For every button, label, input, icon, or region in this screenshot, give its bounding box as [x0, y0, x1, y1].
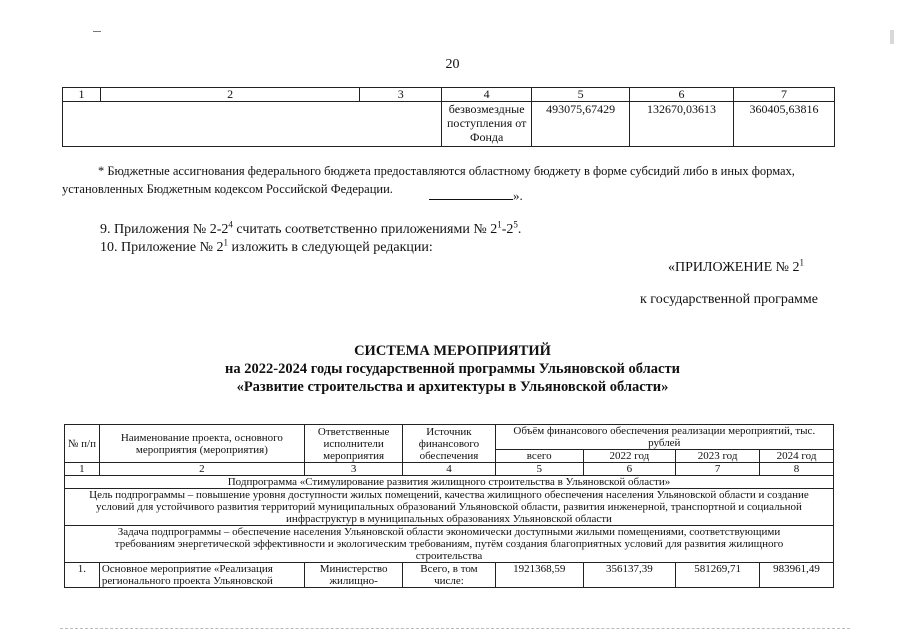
item-10-text: 10. Приложение № 2: [100, 240, 224, 255]
measure-source: Всего, в том числе:: [403, 563, 495, 588]
scan-artifact-line: [60, 628, 850, 631]
header-2024: 2024 год: [760, 450, 834, 463]
value-cell: 132670,03613: [630, 102, 734, 147]
col-num: 3: [360, 88, 442, 102]
col-num: 6: [583, 463, 675, 476]
superscript: 1: [223, 237, 228, 248]
column-number-row: [65, 463, 834, 476]
superscript: 5: [513, 219, 518, 230]
table-header-row: [65, 425, 834, 450]
value-total: 1921368,59: [495, 563, 583, 588]
budget-table-fragment: [62, 87, 835, 147]
col-num: 3: [304, 463, 402, 476]
superscript: 1: [497, 219, 502, 230]
title-line-2: на 2022-2024 годы государственной программы Ульяновской области: [225, 361, 680, 377]
item-9-end: .: [517, 222, 522, 237]
col-num: 4: [442, 88, 532, 102]
header-2023: 2023 год: [676, 450, 760, 463]
col-num: 7: [676, 463, 760, 476]
item-9-mid: считать соответственно приложениями № 2: [232, 222, 498, 237]
table-row: [65, 526, 834, 563]
header-total: всего: [495, 450, 583, 463]
header-2022: 2022 год: [583, 450, 675, 463]
row-number: 1.: [65, 563, 100, 588]
col-num: 2: [100, 88, 359, 102]
page-number: 20: [445, 57, 460, 72]
title-line-3: «Развитие строительства и архитектуры в Ульяновской области»: [236, 379, 669, 395]
closing-mark: ».: [513, 188, 523, 203]
document-title: [0, 342, 905, 396]
col-num: 4: [403, 463, 495, 476]
empty-cell: [63, 102, 442, 147]
closing-quote: [429, 187, 523, 204]
scan-dash-mark: [93, 31, 101, 32]
value-cell: 360405,63816: [734, 102, 835, 147]
appendix-heading: [668, 257, 804, 276]
col-num: 1: [63, 88, 101, 102]
col-num: 8: [760, 463, 834, 476]
col-num: 7: [734, 88, 835, 102]
source-cell: безвозмездные поступления от Фонда: [442, 102, 532, 147]
table-row: [65, 489, 834, 526]
col-num: 1: [65, 463, 100, 476]
table-row: [65, 563, 834, 588]
scan-edge-mark: [890, 30, 894, 44]
item-10-end: изложить в следующей редакции:: [228, 240, 433, 255]
table-header-row: [63, 88, 835, 102]
col-num: 5: [495, 463, 583, 476]
header-num: № п/п: [65, 425, 100, 463]
col-num: 6: [630, 88, 734, 102]
superscript: 4: [228, 219, 233, 230]
superscript: 1: [799, 257, 804, 268]
header-name: Наименование проекта, основного мероприятия (мероприятия): [99, 425, 304, 463]
table-row: [65, 476, 834, 489]
subprogram-goal: Цель подпрограммы – повышение уровня доступности жилых помещений, качества жилищного обеспечения населения Ульяновской области и создание условий для устойчивого развития территорий муниципальных образований Ульяновской области, развития инженерной, транспортной и социальной инфраструктур в муниципальных образованиях Ульяновской области: [65, 489, 834, 526]
item-10: [100, 237, 433, 256]
header-volume: Объём финансового обеспечения реализации мероприятий, тыс. рублей: [495, 425, 833, 450]
title-line-1: СИСТЕМА МЕРОПРИЯТИЙ: [354, 343, 551, 359]
appendix-subtitle: к государственной программе: [640, 292, 818, 307]
header-source: Источник финансового обеспечения: [403, 425, 495, 463]
col-num: 5: [532, 88, 630, 102]
subprogram-title: Подпрограмма «Стимулирование развития жилищного строительства в Ульяновской области»: [65, 476, 834, 489]
measure-name: Основное мероприятие «Реализация регионального проекта Ульяновской: [99, 563, 304, 588]
item-9: [100, 219, 522, 238]
value-cell: 493075,67429: [532, 102, 630, 147]
measure-executor: Министерство жилищно-: [304, 563, 402, 588]
item-9-dash: -2: [501, 222, 514, 237]
table-row: [63, 102, 835, 147]
signature-line: [429, 187, 513, 200]
value-2024: 983961,49: [760, 563, 834, 588]
item-9-text: 9. Приложения № 2-2: [100, 222, 229, 237]
value-2023: 581269,71: [676, 563, 760, 588]
header-executors: Ответственные исполнители мероприятия: [304, 425, 402, 463]
col-num: 2: [99, 463, 304, 476]
measures-table: [64, 424, 834, 588]
footnote: * Бюджетные ассигнования федерального бюджета предоставляются областному бюджету в форме субсидий либо в иных формах, установленных Бюджетным кодексом Российской Федерации.: [62, 164, 795, 196]
subprogram-task: Задача подпрограммы – обеспечение населения Ульяновской области экономически доступными жилыми помещениями, соответствующими требованиям энергетической эффективности и экологическим требованиям, путём создания благоприятных условий для развития жилищного строительства: [65, 526, 834, 563]
appendix-text: «ПРИЛОЖЕНИЕ № 2: [668, 260, 800, 275]
value-2022: 356137,39: [583, 563, 675, 588]
